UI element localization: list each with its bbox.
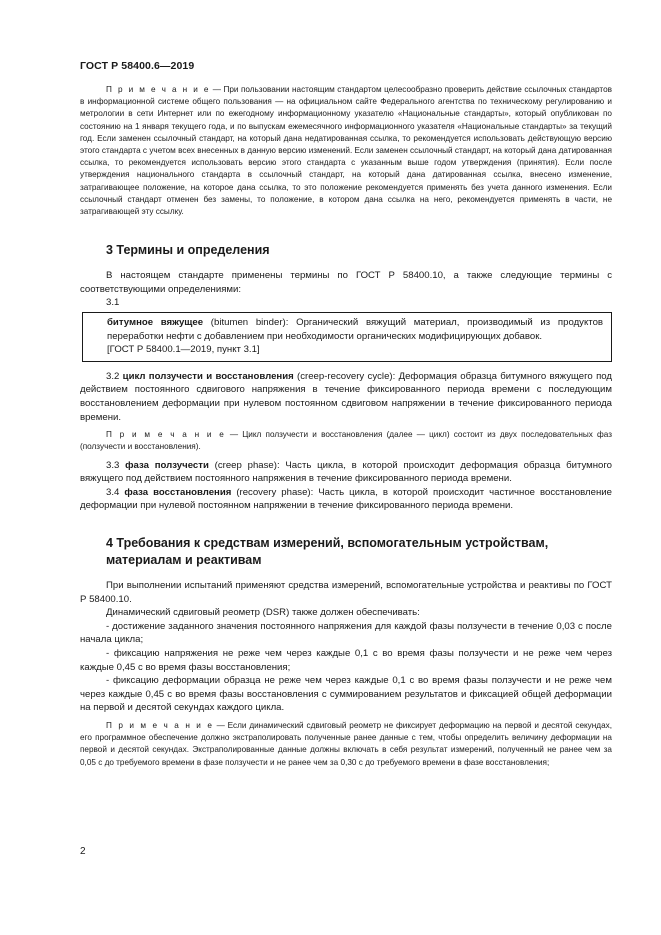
term-bitumen-binder: битумное вяжущее xyxy=(107,317,204,329)
section-3-intro: В настоящем стандарте применены термины по ГОСТ Р 58400.10, а также следующие термины с соответствующими определениями: xyxy=(80,270,612,295)
definition-3-3 xyxy=(80,459,612,486)
note-label: П р и м е ч а н и е xyxy=(106,720,214,730)
definition-3-3-number: 3.3 xyxy=(106,459,126,471)
definition-3-1-source: [ГОСТ Р 58400.1—2019, пункт 3.1] xyxy=(107,344,260,356)
reference-note xyxy=(80,84,612,218)
definition-3-4-text: (recovery phase): Часть цикла, в которой происходит частичное восстановление деформации при нулевой постоянном напряжении в течение фиксированного периода времени. xyxy=(80,486,612,512)
note-text: — Если динамический сдвиговый реометр не фиксирует деформацию на первой и десятой секундах, его программное обеспечение должно экстраполировать полученные ранее данные с тем, чтобы определить величину деформации на первой и десятой секундах. Экстраполированные данные должны включать в себя результат измерений, полученный не ранее чем за 0,05 с до требуемого времени в фазе ползучести и не ранее чем за 0,30 с до требуемого времени в фазе восстановления; xyxy=(80,720,612,767)
note-text: — При пользовании настоящим стандартом целесообразно проверить действие ссылочных стандартов в информационной системе общего пользования — на официальном сайте Федерального агентства по техническому регулированию и метрологии в сети Интернет или по ежегодному информационному указателю «Национальные стандарты», который опубликован по состоянию на 1 января текущего года, и по выпускам ежемесячного информационного указателя «Национальные стандарты» за текущий год. Если заменен ссылочный стандарт, на который дана недатированная ссылка, то рекомендуется использовать действующую версию этого стандарта с учетом всех внесенных в данную версию изменений. Если заменен ссылочный стандарт, на который дана датированная ссылка, то рекомендуется использовать версию этого стандарта с указанным выше годом утверждения (принятия). Если после утверждения национального стандарта в ссылочный стандарт, на который дана датированная ссылка, внесено изменение, затрагивающее положение, на которое дана ссылка, то это положение рекомендуется применять без учета данного изменения. Если ссылочный стандарт отменен без замены, то положение, в котором дана ссылка на него, рекомендуется применять в части, не затрагивающей эту ссылку. xyxy=(80,85,612,217)
term-creep-recovery-cycle: цикл ползучести и восстановления xyxy=(122,370,294,382)
section-4-paragraph-1: При выполнении испытаний применяют средства измерений, вспомогательные устройства и реактивы по ГОСТ Р 58400.10. xyxy=(80,579,612,605)
note-label: П р и м е ч а н и е xyxy=(106,85,211,94)
definition-3-2-text: (creep-recovery cycle): Деформация образца битумного вяжущего под действием постоянного сдвигового напряжения в течение фиксированного периода времени с последующим восстановлением деформации при нулевом постоянном сдвиговом напряжении в течение фиксированного периода времени. xyxy=(80,370,612,423)
definition-3-1-box xyxy=(82,312,612,362)
section-3-title: 3 Термины и определения xyxy=(106,243,270,258)
definition-3-2 xyxy=(80,370,612,424)
term-creep-phase: фаза ползучести xyxy=(125,459,209,471)
section-4-title-line-2: материалам и реактивам xyxy=(106,552,262,567)
document-header: ГОСТ Р 58400.6—2019 xyxy=(80,60,195,72)
term-recovery-phase: фаза восстановления xyxy=(124,486,232,498)
note-section-4 xyxy=(80,720,612,769)
page-number: 2 xyxy=(80,846,86,857)
definition-3-1-number: 3.1 xyxy=(106,297,120,309)
requirement-item-2: - фиксацию напряжения не реже чем через каждые 0,1 с во время фазы ползучести и не реже чем через каждые 0,45 с во время фазы восстановления; xyxy=(80,647,612,673)
note-text: — Цикл ползучести и восстановления (далее — цикл) состоит из двух последовательных фаз (ползучести и восстановления). xyxy=(80,430,612,452)
definition-3-4 xyxy=(80,486,612,513)
requirement-item-3: - фиксацию деформации образца не реже чем через каждые 0,1 с во время фазы ползучести и не реже чем через каждые 0,45 с во время фазы восстановления с суммированием результатов и фиксацией общей деформации на первой и десятой секундах каждого цикла. xyxy=(80,675,612,714)
note-label: П р и м е ч а н и е xyxy=(106,430,226,440)
definition-3-3-text: (creep phase): Часть цикла, в которой происходит деформация образца битумного вяжущего под действием постоянного напряжения в течение фиксированного периода времени. xyxy=(80,459,612,485)
definition-3-1-text: (bitumen binder): Органический вяжущий материал, производимый из продуктов переработки нефти с добавлением при необходимости органических модифицирующих добавок. xyxy=(107,317,603,342)
page-content xyxy=(80,84,612,769)
note-3-2 xyxy=(80,429,612,453)
section-4-paragraph-2: Динамический сдвиговый реометр (DSR) также должен обеспечивать: xyxy=(106,607,420,619)
section-4-title-line-1: 4 Требования к средствам измерений, вспомогательным устройствам, xyxy=(106,535,549,550)
definition-3-2-number: 3.2 xyxy=(106,370,123,382)
requirement-item-1: - достижение заданного значения постоянного напряжения для каждой фазы ползучести в течение 0,03 с после начала цикла; xyxy=(80,620,612,646)
definition-3-4-number: 3.4 xyxy=(106,486,125,498)
definition-3-1 xyxy=(107,316,603,343)
